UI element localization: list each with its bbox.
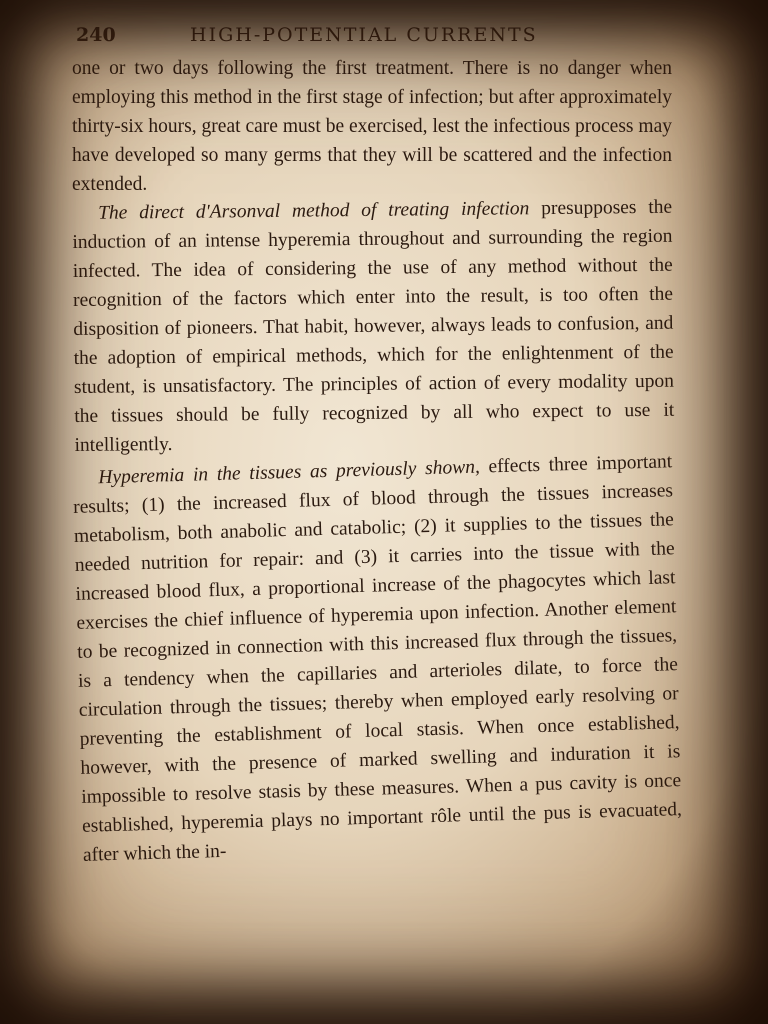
paragraph-text: presupposes the induction of an intense hyperemia throughout and surrounding the region infected. The idea of considering the use of any method without the recognition of the factors which enter into the result, is too often the disposition of pioneers. That habit, however, always leads to confusion, and the adoption of empirical methods, which for the enlightenment of the student, is unsatisfactory. The principles of action of every modality upon the tissues should be fully recognized by all who expect to use it intelligently. xyxy=(72,196,675,456)
page-header xyxy=(72,20,672,54)
page xyxy=(72,20,683,1000)
paragraph xyxy=(72,447,683,870)
paragraph-lead: Hyperemia in the tissues as previously shown, xyxy=(98,456,481,489)
paragraph xyxy=(72,54,672,199)
page-number: 240 xyxy=(76,24,116,46)
running-head: HIGH-POTENTIAL CURRENTS xyxy=(190,24,538,46)
paragraph-lead: The direct d'Arsonval method of treating infection xyxy=(98,198,530,224)
paragraph-text: effects three important results; (1) the increased flux of blood through the tissues increases metabolism, both anabolic and catabolic; (2) it supplies to the tissues the needed nutrition for repair: and (3) it carries into the tissue with the increased blood flux, a proportional increase of the phagocytes which last exercises the chief influence of hyperemia upon infection. Another element to be recognized in connection with this increased flux through the tissues, is a tendency when the capillaries and arterioles dilate, to force the circulation through the tissues; thereby when employed early resolving or preventing the establishment of local stasis. When once established, however, with the presence of marked swelling and induration it is impossible to resolve stasis by these measures. When a pus cavity is once established, hyperemia plays no important rôle until the pus is evacuated, after which the in- xyxy=(72,451,683,866)
body-text xyxy=(72,54,683,870)
paragraph-text: one or two days following the first treatment. There is no danger when employing this method in the first stage of infection; but after approximately thirty-six hours, great care must be exercised, lest the infectious process may have developed so many germs that they will be scattered and the infection extended. xyxy=(72,58,672,195)
paragraph xyxy=(72,193,675,460)
